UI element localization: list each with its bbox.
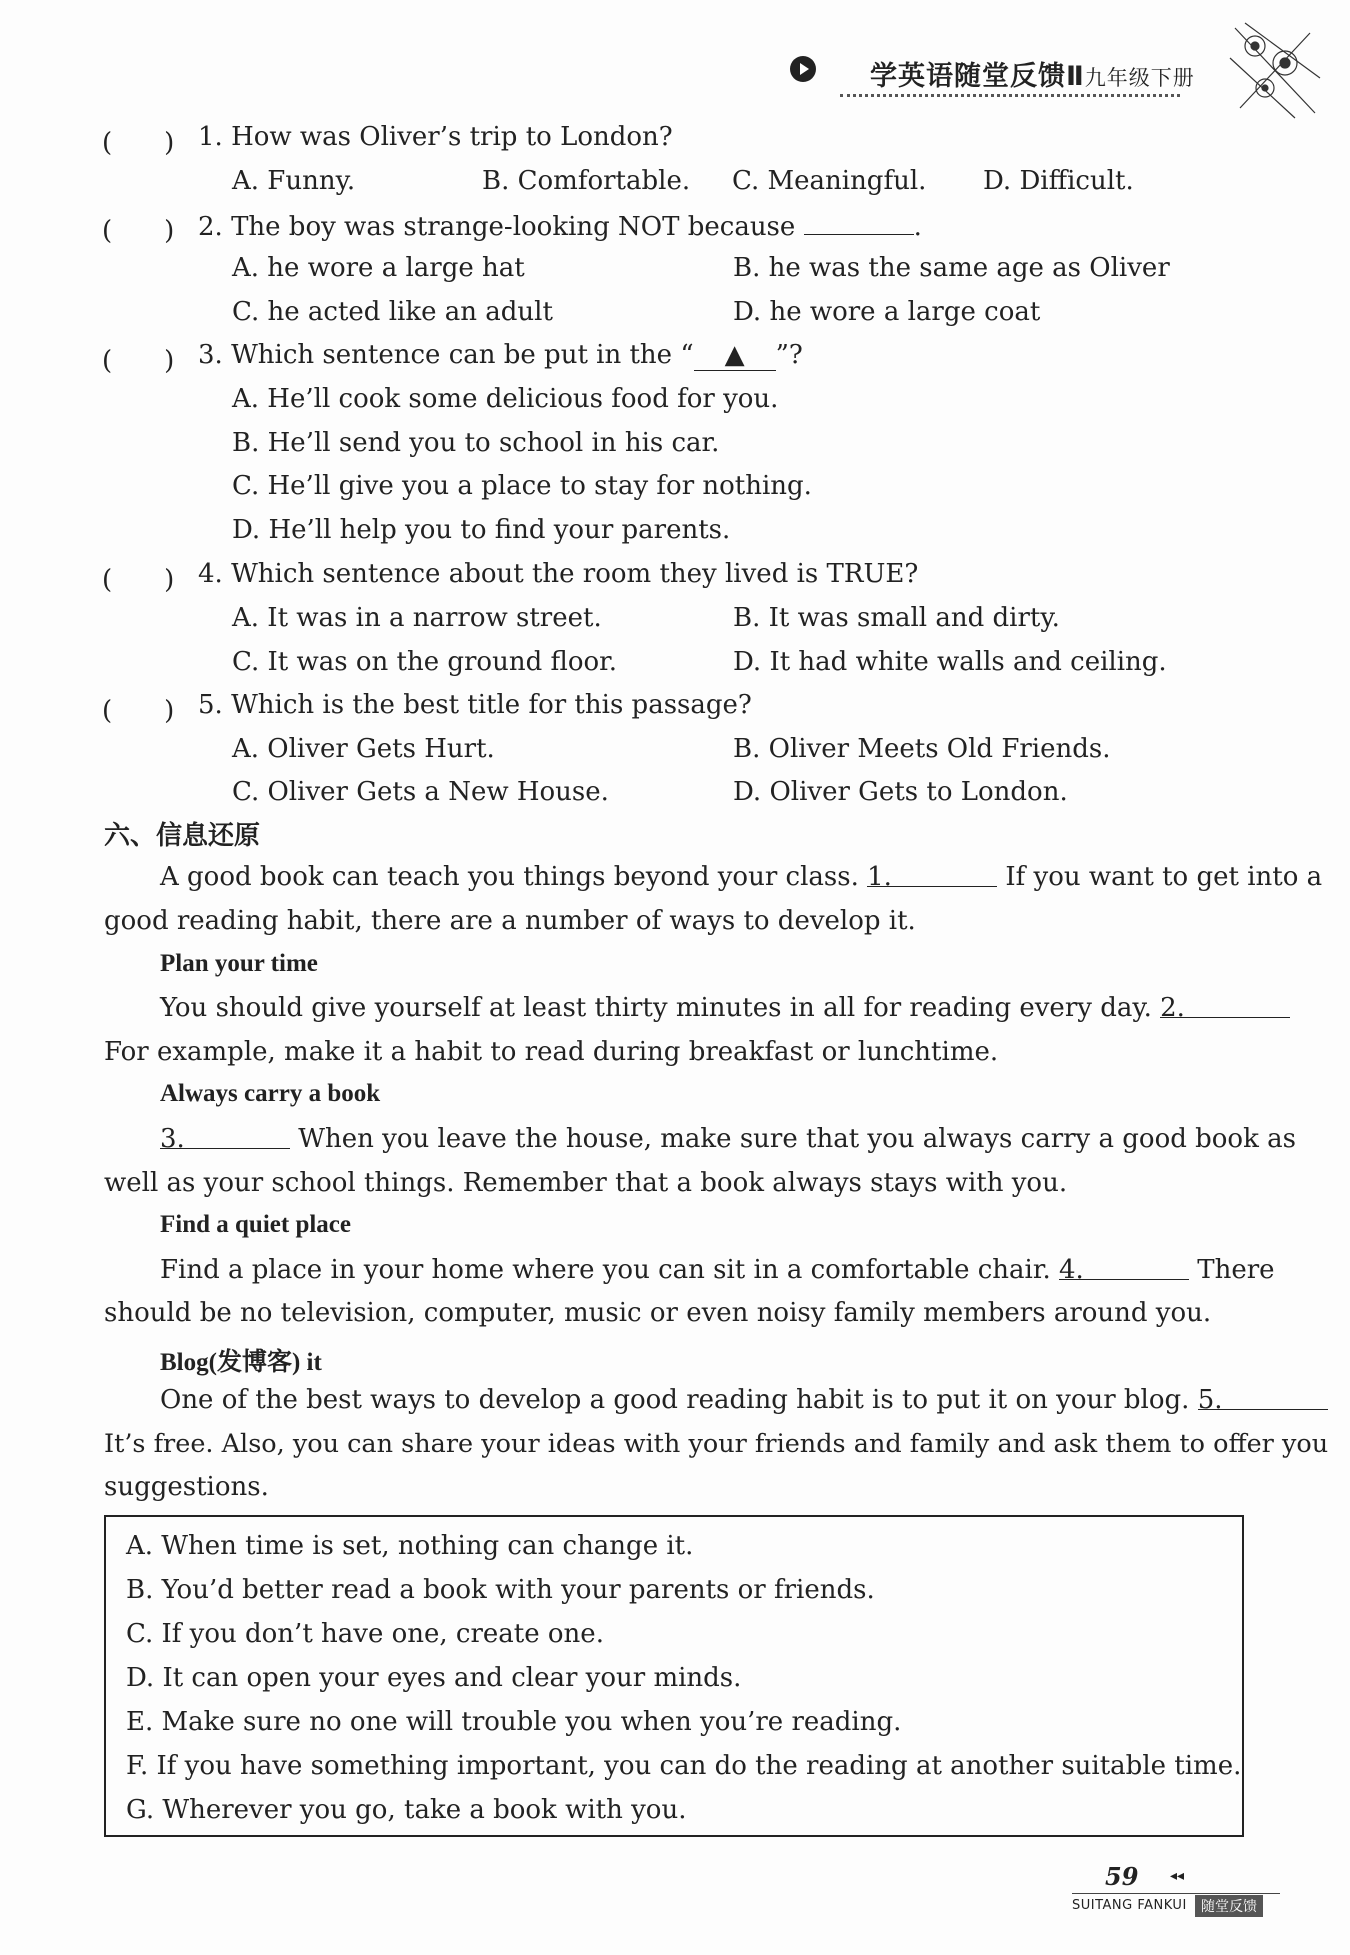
subheading-plan-time: Plan your time: [160, 950, 318, 977]
paragraph-line: suggestions.: [104, 1472, 269, 1502]
paragraph-text: There: [1197, 1255, 1275, 1285]
flower-decoration-icon: [1225, 18, 1325, 128]
option-c: C. Oliver Gets a New House.: [232, 777, 609, 807]
question-stem-wrap: [198, 340, 803, 371]
paragraph-line: [160, 1385, 1328, 1415]
paragraph-line: [160, 1255, 1275, 1285]
blank-number: 4.: [1058, 1255, 1084, 1285]
option-d: D. It had white walls and ceiling.: [733, 647, 1167, 677]
choice-f: F. If you have something important, you can do the reading at another suitable time.: [126, 1751, 1242, 1781]
question-stem-end: .: [913, 212, 922, 242]
choice-e: E. Make sure no one will trouble you when you’re reading.: [126, 1707, 902, 1737]
option-d: D. He’ll help you to find your parents.: [232, 515, 731, 545]
blank-number: 5.: [1197, 1385, 1223, 1415]
option-b: B. he was the same age as Oliver: [733, 253, 1170, 283]
choice-c: C. If you don’t have one, create one.: [126, 1619, 604, 1649]
option-d: D. Difficult.: [983, 166, 1134, 196]
option-d: D. he wore a large coat: [733, 297, 1041, 327]
page-header: [790, 50, 1210, 100]
option-b: B. Oliver Meets Old Friends.: [733, 734, 1111, 764]
choice-g: G. Wherever you go, take a book with you.: [126, 1795, 687, 1825]
paragraph-line: It’s free. Also, you can share your ideas with your friends and family and ask them to offer you: [104, 1429, 1329, 1459]
choices-box: [104, 1515, 1244, 1837]
answer-bracket[interactable]: ( ): [102, 696, 175, 726]
play-icon: [790, 56, 816, 82]
question-stem-end: ”?: [775, 340, 803, 370]
question-stem-wrap: [198, 210, 922, 242]
paragraph-line: [160, 1124, 1296, 1154]
subheading-quiet-place: Find a quiet place: [160, 1211, 351, 1238]
option-a: A. he wore a large hat: [232, 253, 525, 283]
paragraph-line: well as your school things. Remember that a book always stays with you.: [104, 1168, 1068, 1198]
book-subtitle: 九年级下册: [1084, 66, 1195, 90]
blank-number: 3.: [160, 1124, 185, 1154]
paragraph-text: When you leave the house, make sure that you always carry a good book as: [298, 1124, 1296, 1154]
answer-blank-1[interactable]: [867, 862, 997, 892]
question-stem: 2. The boy was strange-looking NOT because: [198, 212, 796, 242]
option-b: B. He’ll send you to school in his car.: [232, 428, 720, 458]
answer-bracket[interactable]: ( ): [102, 216, 175, 246]
option-d: D. Oliver Gets to London.: [733, 777, 1068, 807]
header-title: [870, 54, 1195, 93]
option-a: A. Funny.: [232, 166, 356, 196]
section-title: 六、信息还原: [104, 821, 261, 851]
paragraph-text: You should give yourself at least thirty minutes in all for reading every day.: [160, 993, 1152, 1023]
option-a: A. Oliver Gets Hurt.: [232, 734, 495, 764]
subheading-carry-book: Always carry a book: [160, 1080, 381, 1107]
option-b: B. Comfortable.: [482, 166, 691, 196]
book-title: 学英语随堂反馈Ⅱ: [870, 61, 1085, 92]
answer-bracket[interactable]: ( ): [102, 565, 175, 595]
option-b: B. It was small and dirty.: [733, 603, 1060, 633]
double-arrow-icon: ◂◂: [1170, 1868, 1185, 1884]
option-a: A. It was in a narrow street.: [232, 603, 602, 633]
paragraph-text: A good book can teach you things beyond your class.: [160, 862, 859, 892]
answer-blank-3[interactable]: [160, 1124, 290, 1154]
blank-number: 1.: [867, 862, 892, 892]
option-c: C. It was on the ground floor.: [232, 647, 617, 677]
question-stem: 1. How was Oliver’s trip to London?: [198, 122, 673, 152]
footer-brand-en: SUITANG FANKUI: [1072, 1898, 1187, 1913]
option-a: A. He’ll cook some delicious food for you.: [232, 384, 779, 414]
question-stem: 5. Which is the best title for this passage?: [198, 690, 752, 720]
footer-brand-cn: 随堂反馈: [1195, 1895, 1263, 1917]
paragraph-text: Find a place in your home where you can sit in a comfortable chair.: [160, 1255, 1051, 1285]
blank-number: 2.: [1160, 993, 1185, 1023]
option-c: C. He’ll give you a place to stay for nothing.: [232, 471, 812, 501]
header-dotted-rule: [840, 94, 1180, 97]
option-c: C. Meaningful.: [732, 166, 927, 196]
question-stem: 3. Which sentence can be put in the “: [198, 340, 694, 370]
answer-blank-4[interactable]: [1058, 1255, 1189, 1285]
paragraph-text: One of the best ways to develop a good reading habit is to put it on your blog.: [160, 1385, 1190, 1415]
paragraph-text: If you want to get into a: [1005, 862, 1323, 892]
option-c: C. he acted like an adult: [232, 297, 553, 327]
answer-bracket[interactable]: ( ): [102, 128, 175, 158]
paragraph-line: good reading habit, there are a number of ways to develop it.: [104, 906, 916, 936]
page-number: 59: [1105, 1862, 1139, 1891]
paragraph-line: [160, 993, 1290, 1023]
triangle-marker-icon: ▲: [694, 340, 776, 371]
choice-a: A. When time is set, nothing can change it.: [126, 1531, 694, 1561]
choice-d: D. It can open your eyes and clear your minds.: [126, 1663, 742, 1693]
paragraph-line: should be no television, computer, music or even noisy family members around you.: [104, 1298, 1212, 1328]
footer-rule: [1072, 1893, 1280, 1894]
subheading-blog: Blog(发博客) it: [160, 1349, 322, 1376]
answer-blank-5[interactable]: [1197, 1385, 1328, 1415]
paragraph-line: [160, 862, 1322, 892]
question-stem: 4. Which sentence about the room they lived is TRUE?: [198, 559, 919, 589]
answer-bracket[interactable]: ( ): [102, 346, 175, 376]
choice-b: B. You’d better read a book with your parents or friends.: [126, 1575, 875, 1605]
paragraph-line: For example, make it a habit to read during breakfast or lunchtime.: [104, 1037, 999, 1067]
answer-blank[interactable]: [804, 210, 914, 235]
answer-blank-2[interactable]: [1160, 993, 1290, 1023]
